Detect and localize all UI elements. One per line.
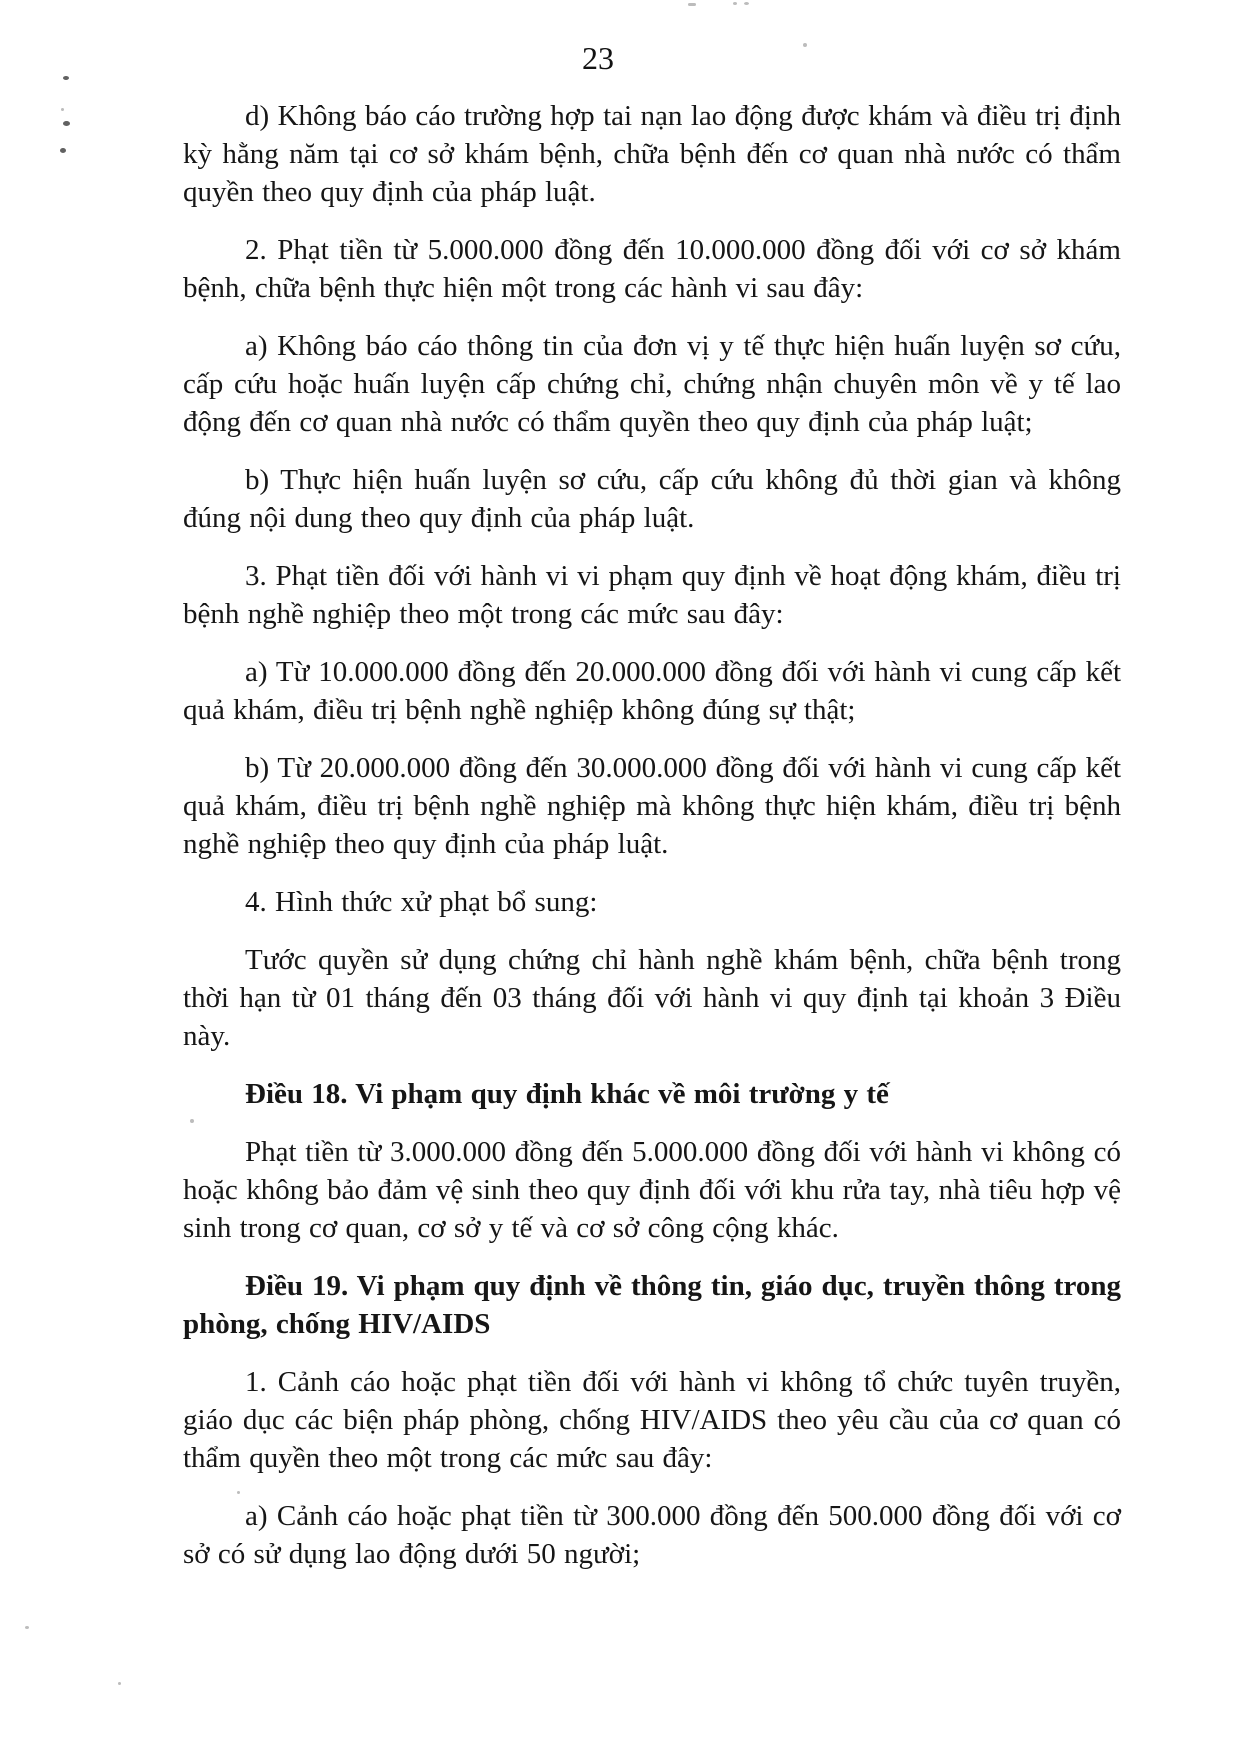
scan-speck (744, 2, 749, 5)
scan-speck (61, 108, 64, 111)
scan-speck (803, 43, 807, 47)
clause-19-1: 1. Cảnh cáo hoặc phạt tiền đối với hành vi không tổ chức tuyên truyền, giáo dục các biện pháp phòng, chống HIV/AIDS theo yêu cầu của cơ quan có thẩm quyền theo một trong các mức sau đây: (183, 1366, 1121, 1474)
clause-2b: b) Thực hiện huấn luyện sơ cứu, cấp cứu không đủ thời gian và không đúng nội dung theo quy định của pháp luật. (183, 464, 1121, 534)
article-18-body: Phạt tiền từ 3.000.000 đồng đến 5.000.000 đồng đối với hành vi không có hoặc không bảo đảm vệ sinh theo quy định đối với khu rửa tay, nhà tiêu hợp vệ sinh trong cơ quan, cơ sở y tế và cơ sở công cộng khác. (183, 1136, 1121, 1244)
scan-speck (25, 1626, 29, 1629)
scan-speck (118, 1682, 121, 1685)
page-number: 23 (582, 40, 614, 76)
clause-3: 3. Phạt tiền đối với hành vi vi phạm quy định về hoạt động khám, điều trị bệnh nghề nghiệp theo một trong các mức sau đây: (183, 560, 1121, 630)
scan-speck (733, 2, 737, 5)
clause-3a: a) Từ 10.000.000 đồng đến 20.000.000 đồng đối với hành vi cung cấp kết quả khám, điều trị bệnh nghề nghiệp không đúng sự thật; (183, 656, 1121, 726)
clause-3b: b) Từ 20.000.000 đồng đến 30.000.000 đồng đối với hành vi cung cấp kết quả khám, điều trị bệnh nghề nghiệp mà không thực hiện khám, điều trị bệnh nghề nghiệp theo quy định của pháp luật. (183, 752, 1121, 860)
scan-speck (63, 76, 69, 80)
clause-19-1a: a) Cảnh cáo hoặc phạt tiền từ 300.000 đồng đến 500.000 đồng đối với cơ sở có sử dụng lao động dưới 50 người; (183, 1500, 1121, 1570)
document-body (183, 97, 1121, 1593)
scan-speck (60, 148, 66, 153)
scan-speck (190, 1119, 194, 1123)
clause-4-detail: Tước quyền sử dụng chứng chỉ hành nghề khám bệnh, chữa bệnh trong thời hạn từ 01 tháng đến 03 tháng đối với hành vi quy định tại khoản 3 Điều này. (183, 944, 1121, 1052)
clause-4: 4. Hình thức xử phạt bổ sung: (245, 886, 598, 918)
clause-2: 2. Phạt tiền từ 5.000.000 đồng đến 10.000.000 đồng đối với cơ sở khám bệnh, chữa bệnh thực hiện một trong các hành vi sau đây: (183, 234, 1121, 304)
article-19-heading: Điều 19. Vi phạm quy định về thông tin, giáo dục, truyền thông trong phòng, chống HIV/AIDS (183, 1270, 1121, 1340)
scan-speck (63, 121, 70, 126)
clause-2a: a) Không báo cáo thông tin của đơn vị y tế thực hiện huấn luyện sơ cứu, cấp cứu hoặc huấn luyện cấp chứng chỉ, chứng nhận chuyên môn về y tế lao động đến cơ quan nhà nước có thẩm quyền theo quy định của pháp luật; (183, 330, 1121, 438)
scan-speck (237, 1491, 240, 1494)
scan-speck (688, 3, 696, 6)
article-18-heading: Điều 18. Vi phạm quy định khác về môi trường y tế (245, 1078, 889, 1110)
clause-d: d) Không báo cáo trường hợp tai nạn lao động được khám và điều trị định kỳ hằng năm tại cơ sở khám bệnh, chữa bệnh đến cơ quan nhà nước có thẩm quyền theo quy định của pháp luật. (183, 100, 1121, 208)
